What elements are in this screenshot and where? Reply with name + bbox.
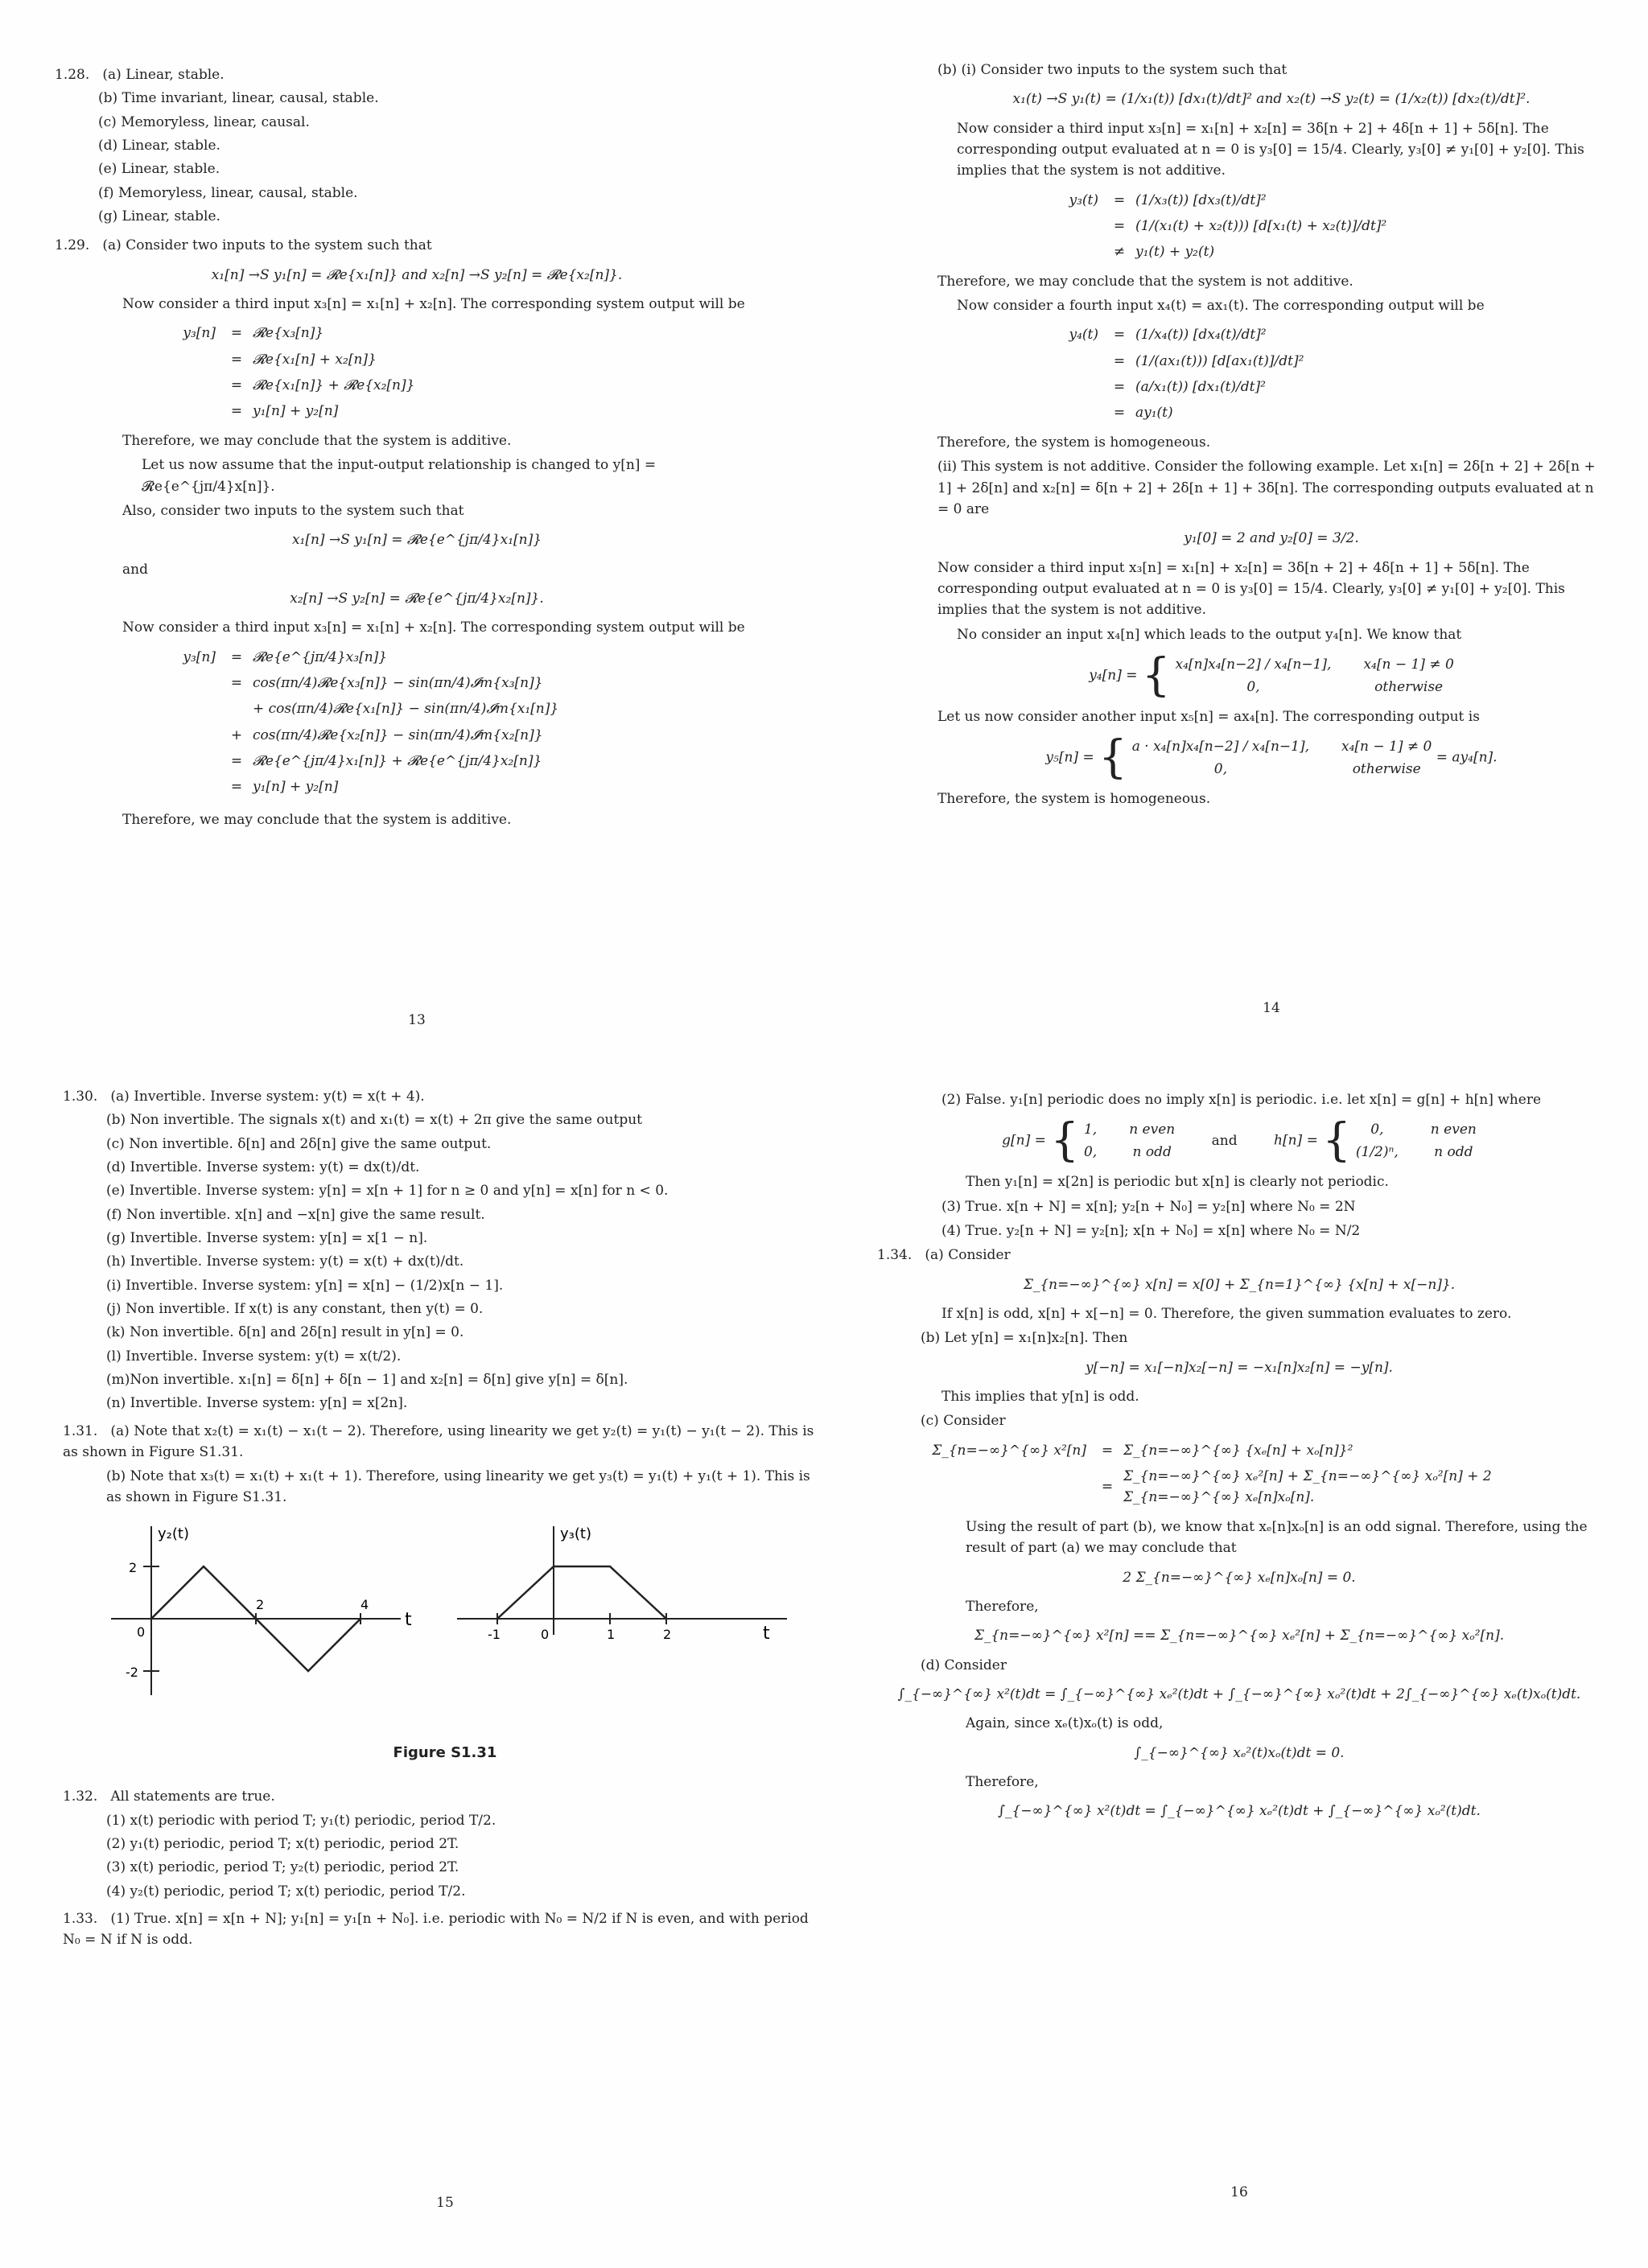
equation: x₁[n] →S y₁[n] = 𝓡e{x₁[n]} and x₂[n] →S y₂[n] = 𝓡e{x₂[n]}. — [211, 266, 623, 283]
eq-rhs: (1/(ax₁(t))) [d[ax₁(t)]/dt]² — [1135, 352, 1304, 369]
eq-rhs: 𝓡e{e^{jπ/4}x₃[n]} — [253, 648, 388, 665]
paragraph: Now consider a third input x₃[n] = x₁[n] + x₂[n] = 3δ[n + 2] + 4δ[n + 1] + 5δ[n]. The corresponding output evaluated at n = 0 is y₃[0] = 15/4. Clearly, y₃[0] ≠ y₁[0] + y₂[0]. This implies that the system is not additive. — [957, 120, 1584, 179]
paragraph: Let us now consider another input x₅[n] = ax₄[n]. The corresponding output is — [937, 708, 1480, 725]
answer-item: (a) Invertible. Inverse system: y(t) = x(t + 4). — [110, 1089, 425, 1105]
eq-rhs: 𝓡e{x₁[n]} + 𝓡e{x₂[n]} — [253, 377, 415, 394]
paragraph: Therefore, the system is homogeneous. — [937, 791, 1211, 808]
answer-item: (d) Linear, stable. — [98, 138, 220, 154]
problem-1-28 — [55, 64, 779, 227]
paragraph: (1) True. x[n] = x[n + N]; y₁[n] = y₁[n + N₀]. i.e. periodic with N₀ = N/2 if N is even, and with period N₀ = N if N is odd. — [63, 1910, 809, 1949]
answer-item: (e) Invertible. Inverse system: y[n] = x[n + 1] for n ≥ 0 and y[n] = x[n] for n < 0. — [106, 1183, 669, 1200]
answer-item: (c) Memoryless, linear, causal. — [98, 113, 310, 130]
eq-rhs: 𝓡e{x₃[n]} — [253, 325, 324, 342]
eq-lhs: y₃[n] — [183, 648, 216, 665]
paragraph: Now consider a third input x₃[n] = x₁[n] + x₂[n] = 3δ[n + 2] + 4δ[n + 1] + 5δ[n]. The corresponding output evaluated at n = 0 is y₃[0] = 15/4. Clearly, y₃[0] ≠ y₁[0] + y₂[0]. This implies that the system is not additive. — [937, 559, 1565, 619]
problem-number: 1.33. — [63, 1910, 98, 1927]
problem-1-31 — [63, 1421, 827, 1508]
answer-item: (4) y₂(t) periodic, period T; x(t) periodic, period T/2. — [106, 1883, 466, 1900]
answer-item: (f) Non invertible. x[n] and −x[n] give the same result. — [106, 1206, 485, 1223]
page-number: 16 — [1230, 2184, 1248, 2200]
paragraph: All statements are true. — [110, 1788, 275, 1805]
answer-item: (e) Linear, stable. — [98, 161, 220, 178]
eq-lhs: y₄[n] = — [1089, 667, 1138, 684]
answer-item: (d) Invertible. Inverse system: y(t) = dx(t)/dt. — [106, 1159, 420, 1176]
answer-item: (c) Non invertible. δ[n] and 2δ[n] give the same output. — [106, 1135, 492, 1152]
case-expr: a · x₄[n]x₄[n−2] / x₄[n−1], — [1131, 738, 1309, 755]
piecewise-equation: y₅[n] = { a · x₄[n]x₄[n−2] / x₄[n−1], x₄[n − 1] ≠ 0 0, otherwise = ay₄[n]. — [1045, 731, 1498, 784]
piecewise-equations: g[n] = { 1, n even 0, n odd and h[n] = { 0, n even (1/2)ⁿ, n odd — [1002, 1114, 1477, 1167]
equation: y[−n] = x₁[−n]x₂[−n] = −x₁[n]x₂[n] = −y[n]. — [1086, 1359, 1393, 1376]
eq-rhs: 𝓡e{x₁[n] + x₂[n]} — [253, 351, 377, 368]
paragraph: (2) False. y₁[n] periodic does no imply x[n] is periodic. i.e. let x[n] = g[n] + h[n] where — [941, 1092, 1542, 1108]
tick-label: -1 — [488, 1627, 501, 1643]
paragraph: Let us now assume that the input-output relationship is changed to y[n] = 𝓡e{e^{jπ/4}x[n]}. — [142, 457, 657, 495]
case-cond: x₄[n − 1] ≠ 0 — [1341, 738, 1432, 755]
eq-rhs: Σ_{n=−∞}^{∞} {xₑ[n] + xₒ[n]}² — [1123, 1442, 1353, 1459]
answer-item: (f) Memoryless, linear, causal, stable. — [98, 184, 358, 201]
answer-item: (j) Non invertible. If x(t) is any constant, then y(t) = 0. — [106, 1301, 484, 1318]
paragraph: (d) Consider — [921, 1657, 1007, 1673]
eq-rhs: cos(πn/4)𝓡e{x₂[n]} − sin(πn/4)𝓘m{x₂[n]} — [253, 727, 543, 743]
problem-number: 1.31. — [63, 1422, 98, 1439]
case-expr: 0, — [1370, 1122, 1384, 1138]
problem-1-33 — [63, 1908, 827, 1951]
paragraph: (b) Note that x₃(t) = x₁(t) + x₁(t + 1). Therefore, using linearity we get y₃(t) = y₁(t) + y₁(t + 1). This is as shown in Figure S1.31. — [106, 1467, 810, 1505]
paragraph: Therefore, the system is homogeneous. — [937, 434, 1211, 451]
equation: x₂[n] →S y₂[n] = 𝓡e{e^{jπ/4}x₂[n]}. — [290, 590, 544, 607]
equation: x₁[n] →S y₁[n] = 𝓡e{e^{jπ/4}x₁[n]} — [291, 532, 542, 549]
paragraph: This implies that y[n] is odd. — [941, 1389, 1139, 1406]
paragraph: (a) Consider — [925, 1247, 1011, 1264]
case-cond: n odd — [1132, 1144, 1172, 1161]
answer-item: (l) Invertible. Inverse system: y(t) = x(t/2). — [106, 1348, 402, 1365]
answer-item: (m)Non invertible. x₁[n] = δ[n] + δ[n − 1] and x₂[n] = δ[n] give y[n] = δ[n]. — [106, 1372, 628, 1389]
paragraph: Therefore, — [966, 1598, 1039, 1615]
case-cond: otherwise — [1374, 678, 1444, 695]
answer-item: (k) Non invertible. δ[n] and 2δ[n] result in y[n] = 0. — [106, 1324, 464, 1341]
case-cond: n odd — [1434, 1144, 1473, 1161]
tick-label: -2 — [126, 1665, 138, 1681]
equation: 2 Σ_{n=−∞}^{∞} xₑ[n]xₒ[n] = 0. — [1123, 1569, 1356, 1586]
equation-block: y₃[n] = 𝓡e{x₃[n]} = 𝓡e{x₁[n] + x₂[n]} = 𝓡e{x₁[n]} + 𝓡e{x₂[n]} = y₁[n] + y₂[n] — [55, 323, 779, 422]
tick-label: 1 — [607, 1627, 616, 1643]
case-expr: 0, — [1246, 678, 1260, 695]
paragraph: (3) True. x[n + N] = x[n]; y₂[n + N₀] = y₂[n] where N₀ = 2N — [941, 1198, 1356, 1215]
paragraph: Now consider a third input x₃[n] = x₁[n] + x₂[n]. The corresponding system output will be — [122, 296, 745, 313]
problem-number: 1.32. — [63, 1788, 98, 1805]
eq-lhs: h[n] = — [1274, 1132, 1318, 1149]
paragraph: Now consider a third input x₃[n] = x₁[n] + x₂[n]. The corresponding system output will be — [122, 619, 745, 636]
tick-label: 2 — [129, 1560, 138, 1576]
figure-caption: Figure S1.31 — [393, 1743, 497, 1761]
eq-lhs: y₅[n] = — [1045, 749, 1094, 766]
equation: Σ_{n=−∞}^{∞} x²[n] == Σ_{n=−∞}^{∞} xₑ²[n] + Σ_{n=−∞}^{∞} xₒ²[n]. — [974, 1628, 1505, 1644]
eq-rhs: y₁[n] + y₂[n] — [253, 403, 339, 420]
paragraph: (a) Consider two inputs to the system such that — [102, 237, 432, 254]
equation-block: y₃(t) = (1/x₃(t)) [dx₃(t)/dt]² = (1/(x₁(t) + x₂(t))) [d[x₁(t) + x₂(t)]/dt]² ≠ y₁(t) + y₂(t) — [937, 190, 1605, 263]
paragraph: Again, since xₑ(t)xₒ(t) is odd, — [966, 1715, 1164, 1732]
tick-label: 2 — [663, 1627, 672, 1643]
eq-rhs: (1/x₄(t)) [dx₄(t)/dt]² — [1135, 327, 1267, 344]
eq-rhs: (a/x₁(t)) [dx₁(t)/dt]² — [1135, 379, 1266, 396]
answer-item: (b) Time invariant, linear, causal, stable. — [98, 90, 379, 107]
paragraph: (b) Let y[n] = x₁[n]x₂[n]. Then — [921, 1330, 1128, 1347]
answer-item: (a) Linear, stable. — [102, 67, 225, 83]
eq-rhs: (1/(x₁(t) + x₂(t))) [d[x₁(t) + x₂(t)]/dt]² — [1135, 218, 1387, 235]
eq-rhs: cos(πn/4)𝓡e{x₃[n]} − sin(πn/4)𝓘m{x₃[n]} — [253, 674, 543, 691]
page-number: 15 — [436, 2195, 454, 2211]
case-cond: n even — [1430, 1122, 1477, 1138]
eq-lhs: y₄(t) — [1069, 327, 1098, 344]
paragraph: Therefore, we may conclude that the system is additive. — [122, 432, 512, 449]
answer-item: (b) Non invertible. The signals x(t) and x₁(t) = x(t) + 2π give the same output — [106, 1112, 642, 1129]
paragraph: Now consider a fourth input x₄(t) = ax₁(t). The corresponding output will be — [957, 298, 1485, 315]
eq-rhs: Σ_{n=−∞}^{∞} xₑ²[n] + Σ_{n=−∞}^{∞} xₒ²[n] + 2 Σ_{n=−∞}^{∞} xₑ[n]xₒ[n]. — [1123, 1468, 1492, 1506]
paragraph: (4) True. y₂[n + N] = y₂[n]; x[n + N₀] = x[n] where N₀ = N/2 — [941, 1223, 1361, 1240]
problem-1-30 — [63, 1086, 827, 1414]
eq-rhs: y₁[n] + y₂[n] — [253, 779, 339, 796]
equation: y₁[0] = 2 and y₂[0] = 3/2. — [1184, 530, 1359, 547]
problem-1-32 — [63, 1786, 827, 1902]
paragraph: Therefore, we may conclude that the system is additive. — [122, 811, 512, 828]
case-cond: otherwise — [1352, 761, 1421, 778]
plot-x-label: t — [405, 1610, 412, 1631]
eq-rhs: + cos(πn/4)𝓡e{x₁[n]} − sin(πn/4)𝓘m{x₁[n]} — [253, 701, 559, 718]
case-expr: 0, — [1213, 761, 1227, 778]
equation: Σ_{n=−∞}^{∞} x[n] = x[0] + Σ_{n=1}^{∞} {x[n] + x[−n]}. — [1023, 1276, 1456, 1293]
tick-label: 4 — [360, 1597, 369, 1613]
eq-rhs: y₁(t) + y₂(t) — [1135, 244, 1215, 261]
problem-number: 1.28. — [55, 67, 90, 83]
problem-number: 1.29. — [55, 237, 90, 254]
plot-y3 — [457, 1526, 787, 1635]
plot-x-label: t — [763, 1624, 770, 1644]
case-expr: x₄[n]x₄[n−2] / x₄[n−1], — [1175, 656, 1332, 673]
case-expr: 1, — [1083, 1122, 1098, 1138]
equation: ∫_{−∞}^{∞} x²(t)dt = ∫_{−∞}^{∞} xₑ²(t)dt + ∫_{−∞}^{∞} xₒ²(t)dt. — [998, 1803, 1481, 1820]
answer-item: (3) x(t) periodic, period T; y₂(t) periodic, period 2T. — [106, 1859, 459, 1876]
equation-block: y₃[n] = 𝓡e{e^{jπ/4}x₃[n]} = cos(πn/4)𝓡e{x₃[n]} − sin(πn/4)𝓘m{x₃[n]} + cos(πn/4)𝓡e{x₁[n]} − sin(πn/4)𝓘m{x₁[n]} + cos(πn/4)𝓡e{x₂[n]} − sin(πn/4)𝓘m{x₂[n]} = 𝓡e{e^{jπ/4}x₁[n]} + 𝓡e{e^{jπ/4}x₂[n]} = y₁[n] + y₂[n] — [55, 647, 779, 798]
problem-1-34 — [877, 1245, 1601, 1821]
page-number: 13 — [408, 1012, 426, 1028]
answer-item: (1) x(t) periodic with period T; y₁(t) periodic, period T/2. — [106, 1812, 496, 1829]
paragraph: (c) Consider — [921, 1413, 1006, 1430]
eq-lhs: y₃(t) — [1069, 191, 1098, 208]
eq-lhs: Σ_{n=−∞}^{∞} x²[n] — [932, 1442, 1086, 1459]
paragraph: (b) (i) Consider two inputs to the system such that — [937, 62, 1288, 78]
eq-tail: = ay₄[n]. — [1436, 749, 1498, 766]
answer-item: (i) Invertible. Inverse system: y[n] = x[n] − (1/2)x[n − 1]. — [106, 1277, 504, 1294]
answer-item: (n) Invertible. Inverse system: y[n] = x[2n]. — [106, 1395, 408, 1412]
tick-label: 2 — [256, 1597, 265, 1613]
plot-y-label: y₂(t) — [158, 1525, 189, 1543]
equation: x₁(t) →S y₁(t) = (1/x₁(t)) [dx₁(t)/dt]² and x₂(t) →S y₂(t) = (1/x₂(t)) [dx₂(t)/dt]². — [1012, 91, 1531, 108]
figure-s1-31 — [63, 1522, 827, 1764]
page-15 — [63, 1086, 827, 2245]
page-number: 14 — [1263, 1000, 1280, 1016]
paragraph: If x[n] is odd, x[n] + x[−n] = 0. Therefore, the given summation evaluates to zero. — [941, 1306, 1512, 1323]
paragraph: (ii) This system is not additive. Consider the following example. Let x₁[n] = 2δ[n + 2] + 2δ[n + 1] + 2δ[n] and x₂[n] = δ[n + 2] + 2δ[n + 1] + 3δ[n]. The corresponding outputs evaluated at n = 0 are — [937, 459, 1596, 517]
tick-label: 0 — [137, 1624, 146, 1640]
page-16 — [877, 1086, 1601, 2245]
paragraph: Then y₁[n] = x[2n] is periodic but x[n] is clearly not periodic. — [966, 1174, 1389, 1191]
case-expr: (1/2)ⁿ, — [1355, 1144, 1399, 1161]
paragraph: Also, consider two inputs to the system such that — [122, 502, 464, 519]
paragraph: No consider an input x₄[n] which leads to the output y₄[n]. We know that — [957, 626, 1462, 643]
answer-item: (g) Invertible. Inverse system: y[n] = x[1 − n]. — [106, 1230, 428, 1247]
equation: ∫_{−∞}^{∞} xₑ²(t)xₒ(t)dt = 0. — [1134, 1744, 1345, 1761]
case-cond: x₄[n − 1] ≠ 0 — [1363, 656, 1454, 673]
case-cond: n even — [1129, 1122, 1176, 1138]
answer-item: (g) Linear, stable. — [98, 208, 220, 225]
eq-lhs: y₃[n] — [183, 325, 216, 342]
paragraph: Therefore, we may conclude that the system is not additive. — [937, 273, 1353, 290]
answer-item: (h) Invertible. Inverse system: y(t) = x(t) + dx(t)/dt. — [106, 1253, 464, 1270]
paragraph: Using the result of part (b), we know that xₑ[n]xₒ[n] is an odd signal. Therefore, using the result of part (a) we may conclude that — [966, 1518, 1588, 1557]
tick-label: 0 — [541, 1627, 550, 1643]
eq-lhs: g[n] = — [1002, 1132, 1046, 1149]
eq-rhs: 𝓡e{e^{jπ/4}x₁[n]} + 𝓡e{e^{jπ/4}x₂[n]} — [253, 752, 542, 769]
paragraph: and — [122, 561, 148, 578]
piecewise-equation: y₄[n] = { x₄[n]x₄[n−2] / x₄[n−1], x₄[n − 1] ≠ 0 0, otherwise — [1089, 648, 1454, 702]
answer-item: (2) y₁(t) periodic, period T; x(t) periodic, period 2T. — [106, 1835, 459, 1852]
figure-graphs — [63, 1522, 787, 1723]
page-14 — [937, 56, 1605, 1022]
equation-block: y₄(t) = (1/x₄(t)) [dx₄(t)/dt]² = (1/(ax₁(t))) [d[ax₁(t)]/dt]² = (a/x₁(t)) [dx₁(t)/dt]² = ay₁(t) — [937, 324, 1605, 423]
equation: ∫_{−∞}^{∞} x²(t)dt = ∫_{−∞}^{∞} xₑ²(t)dt + ∫_{−∞}^{∞} xₒ²(t)dt + 2∫_{−∞}^{∞} xₑ(t)xₒ(t)dt. — [897, 1686, 1581, 1702]
plot-y-label: y₃(t) — [560, 1525, 591, 1543]
eq-rhs: ay₁(t) — [1135, 405, 1173, 422]
equation-block: Σ_{n=−∞}^{∞} x²[n] = Σ_{n=−∞}^{∞} {xₑ[n] + xₒ[n]}² = Σ_{n=−∞}^{∞} xₑ²[n] + Σ_{n=−∞}^{∞} xₒ²[n] + 2 Σ_{n=−∞}^{∞} xₑ[n]xₒ[n]. — [877, 1440, 1601, 1509]
problem-1-29 — [55, 235, 779, 830]
eq-rhs: (1/x₃(t)) [dx₃(t)/dt]² — [1135, 191, 1267, 208]
problem-number: 1.34. — [877, 1247, 913, 1264]
problem-number: 1.30. — [63, 1089, 98, 1105]
page-13 — [55, 64, 779, 1030]
case-expr: 0, — [1083, 1144, 1098, 1161]
y3-waveform — [497, 1566, 666, 1619]
paragraph: Therefore, — [966, 1773, 1039, 1790]
and-word: and — [1211, 1132, 1238, 1149]
paragraph: (a) Note that x₂(t) = x₁(t) − x₁(t − 2). Therefore, using linearity we get y₂(t) = y₁(t) − y₁(t − 2). This is as shown in Figure S1.31. — [63, 1422, 814, 1461]
